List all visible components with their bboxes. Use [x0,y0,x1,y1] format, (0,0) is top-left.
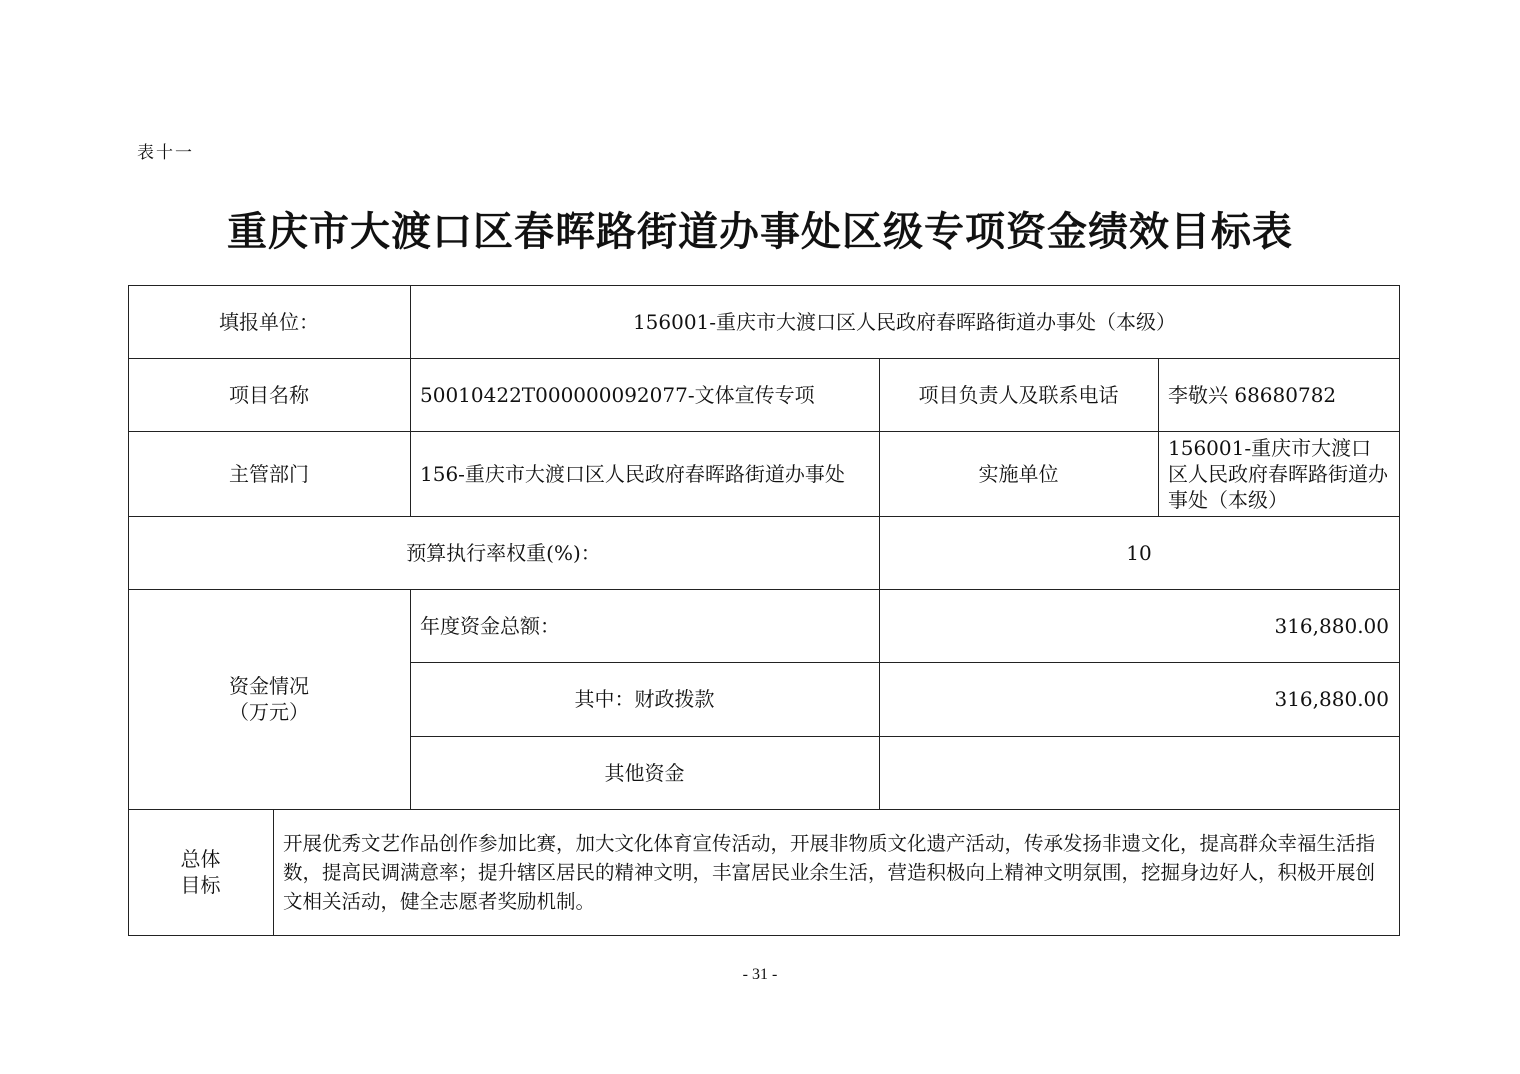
reporting-unit-label: 填报单位： [219,309,319,334]
annual-total-value: 316,880.00 [1274,613,1389,638]
table-border-right [1399,285,1400,936]
department-label: 主管部门 [229,461,309,486]
fiscal-allocation-label: 其中：财政拨款 [574,687,715,711]
implementing-unit-value: 156001-重庆市大渡口区人民政府春晖路街道办事处（本级） [1168,435,1388,512]
overall-goal-text: 开展优秀文艺作品创作参加比赛，加大文化体育宣传活动，开展非物质文化遗产活动，传承发扬非遗文化，提高群众幸福生活指数，提高民调满意率；提升辖区居民的精神文明，丰富居民业余生活，营造积极向上精神文明氛围，挖掘身边好人，积极开展创文相关活动，健全志愿者奖励机制。 [283,831,1376,913]
annual-total-label: 年度资金总额： [420,613,560,638]
project-leader-label: 项目负责人及联系电话 [918,382,1119,407]
other-funds-label: 其他资金 [604,760,685,785]
document-title: 重庆市大渡口区春晖路街道办事处区级专项资金绩效目标表 [227,209,1293,255]
budget-weight-value: 10 [1126,540,1152,565]
department-value: 156-重庆市大渡口区人民政府春晖路街道办事处 [420,461,845,486]
budget-weight-label: 预算执行率权重(%)： [406,540,601,565]
reporting-unit-value: 156001-重庆市大渡口区人民政府春晖路街道办事处（本级） [632,309,1177,334]
fiscal-allocation-value: 316,880.00 [1274,687,1389,711]
page-number: - 31 - [742,966,778,983]
overall-goal-label [128,809,273,935]
implementing-unit-label: 实施单位 [978,461,1059,486]
project-name-label: 项目名称 [229,382,309,407]
goal-label-line2: 目标 [180,873,221,897]
project-leader-value: 李敬兴 68680782 [1168,382,1337,407]
goal-label-line1: 总体 [180,847,221,871]
funds-label-line1: 资金情况 [229,674,309,698]
table-number-label: 表十一 [137,143,194,163]
project-name-value: 50010422T000000092077-文体宣传专项 [420,382,815,407]
funds-label-line2: （万元） [229,700,309,724]
other-funds-value [879,736,1399,809]
table-border-bottom [128,935,1400,936]
funds-section-label [128,589,410,809]
